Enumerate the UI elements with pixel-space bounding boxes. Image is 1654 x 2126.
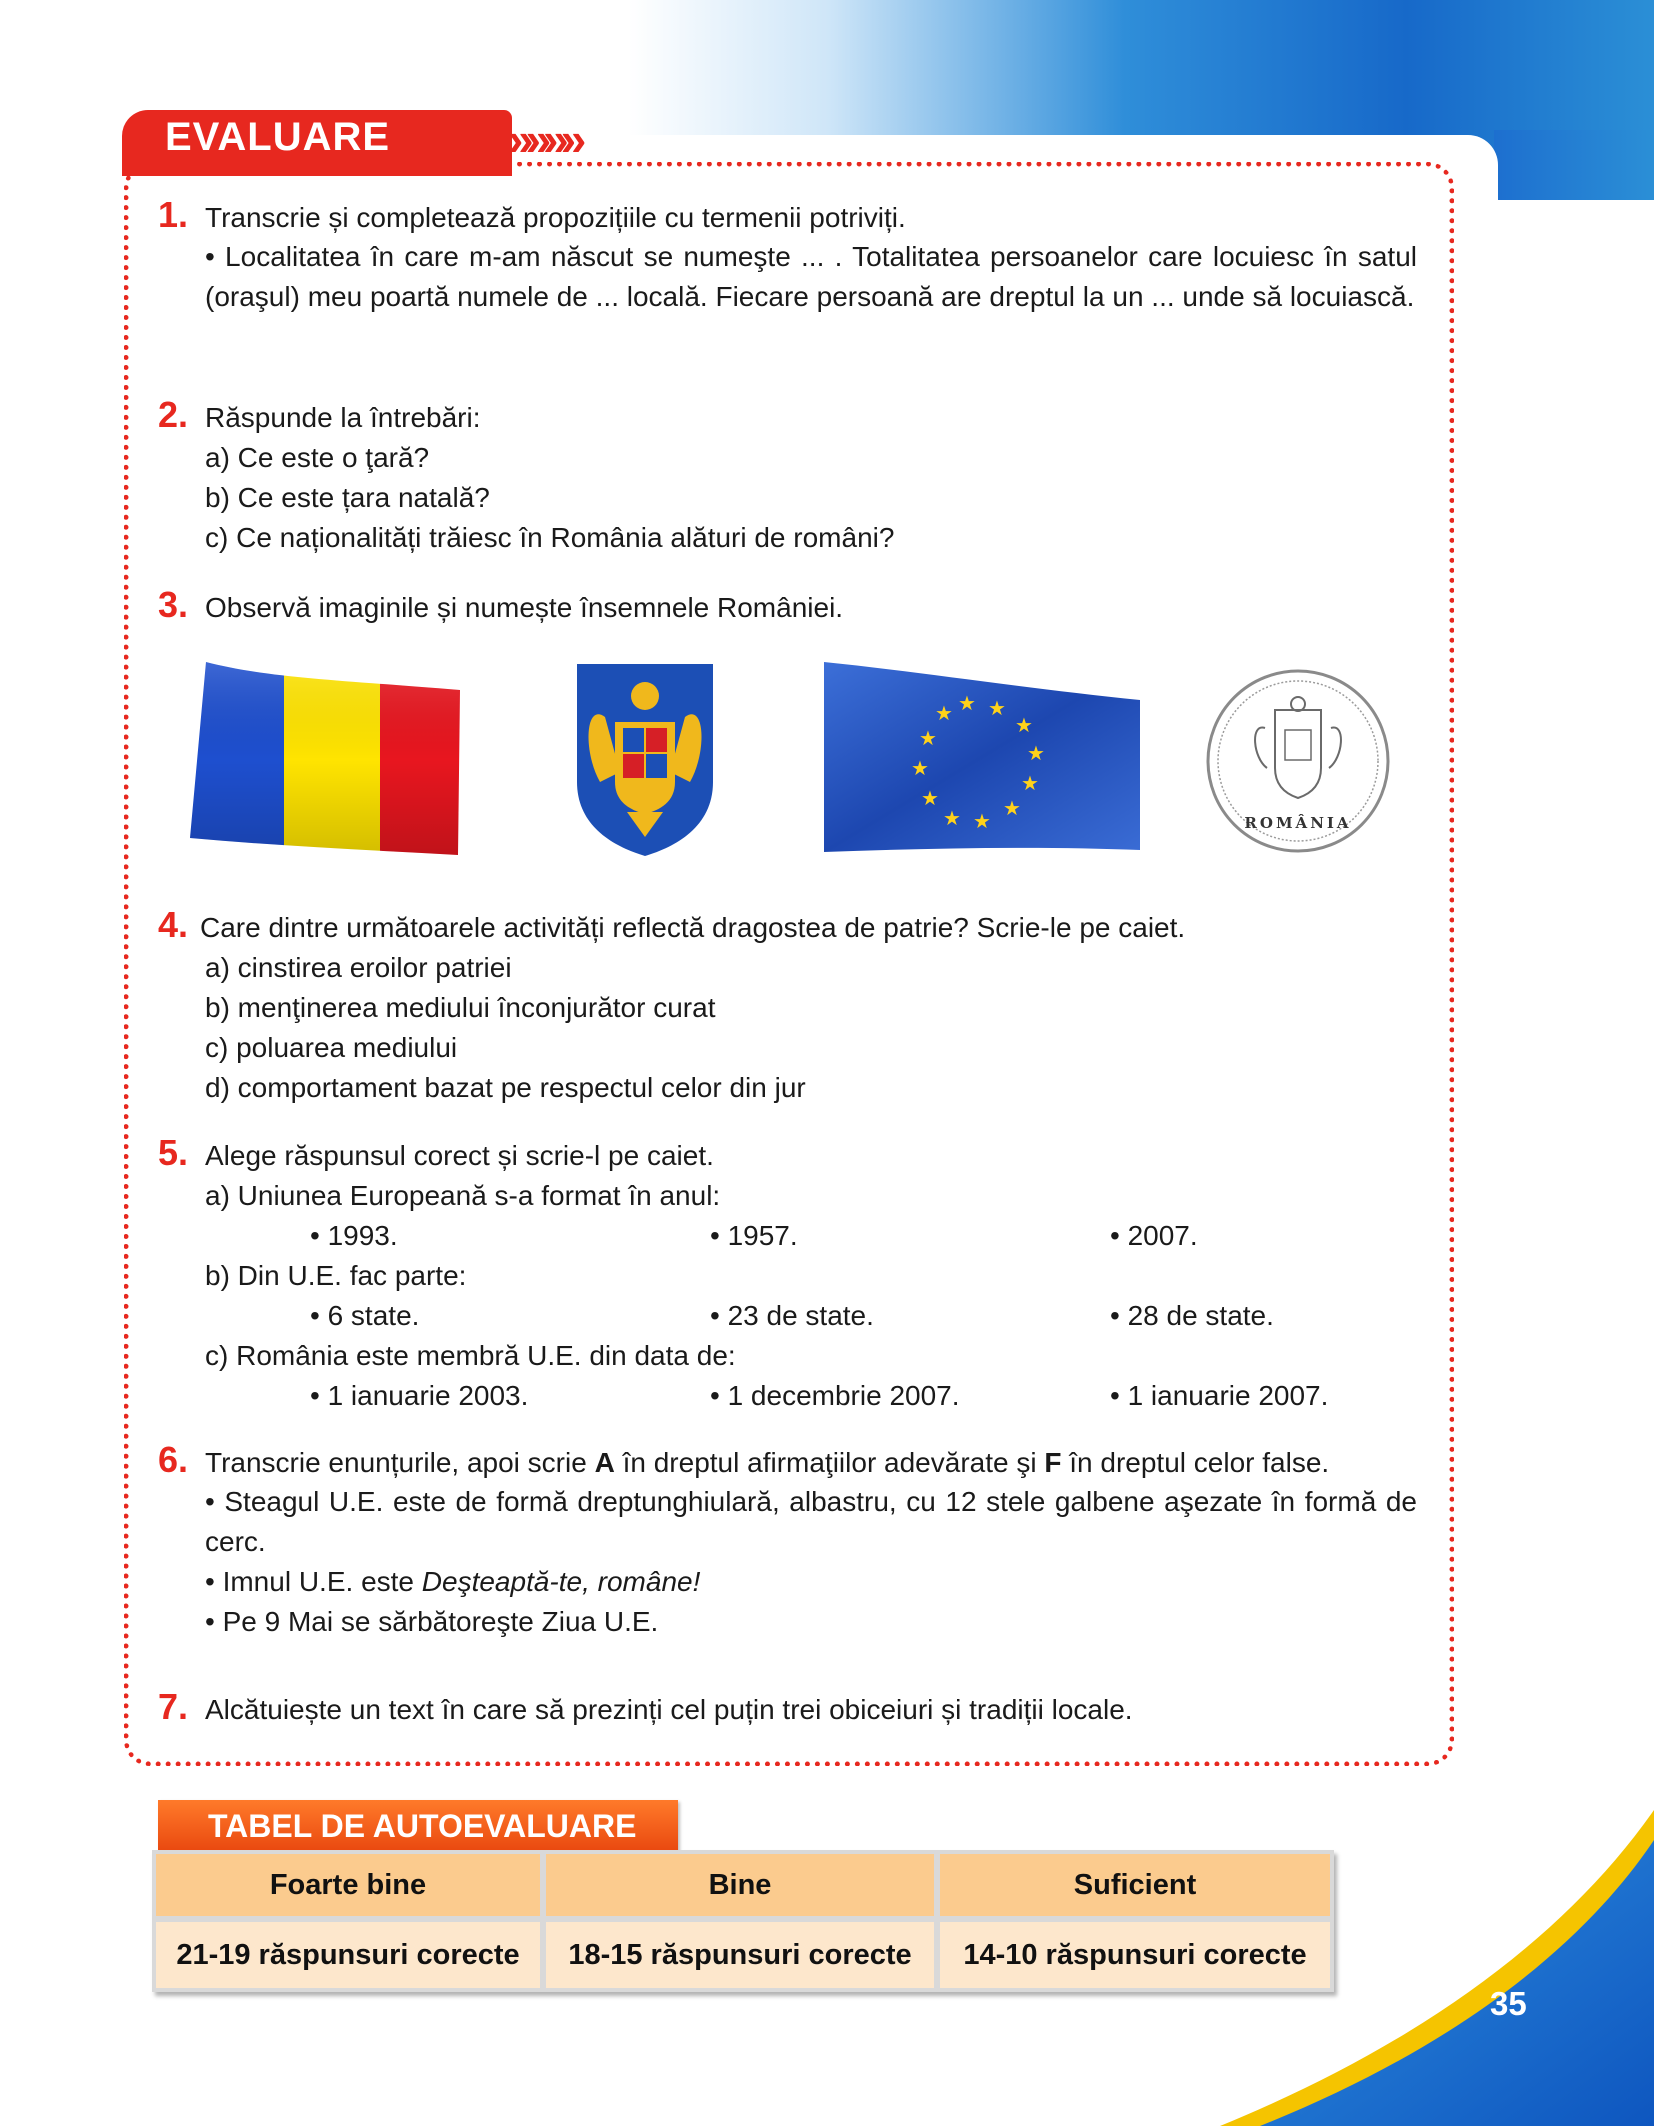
svg-text:★: ★	[958, 691, 976, 715]
question-number: 6.	[158, 1439, 189, 1480]
question-text: Care dintre următoarele activități reflectă dragostea de patrie? Scrie-le pe caiet.	[200, 912, 1186, 943]
answer-item: b) Ce este țara natală?	[205, 482, 490, 513]
question-text: Răspunde la întrebări:	[205, 402, 481, 433]
table-value-cell: 14-10 răspunsuri corecte	[940, 1922, 1330, 1988]
sub-question: c) România este membră U.E. din data de:	[205, 1340, 736, 1371]
answer-item: c) poluarea mediului	[205, 1032, 458, 1063]
answer-option: • 1957.	[710, 1220, 798, 1251]
svg-text:★: ★	[919, 726, 937, 750]
table-header-cell: Bine	[546, 1854, 934, 1916]
question-text: Transcrie enunțurile, apoi scrie A în dreptul afirmaţiilor adevărate şi F în dreptul celor false.	[205, 1447, 1330, 1478]
romania-seal-image	[1205, 668, 1391, 854]
answer-item: b) menţinerea mediului înconjurător curat	[205, 992, 716, 1023]
answer-option: • 6 state.	[310, 1300, 420, 1331]
answer-option: • 28 de state.	[1110, 1300, 1274, 1331]
sub-question: a) Uniunea Europeană s-a format în anul:	[205, 1180, 721, 1211]
question-text: Alege răspunsul corect și scrie-l pe caiet.	[205, 1140, 714, 1171]
answer-option: • 1 decembrie 2007.	[710, 1380, 960, 1411]
question-number: 2.	[158, 394, 189, 435]
svg-text:★: ★	[943, 806, 961, 830]
answer-item: a) Ce este o ţară?	[205, 442, 430, 473]
sub-question: b) Din U.E. fac parte:	[205, 1260, 467, 1291]
svg-text:★: ★	[911, 756, 929, 780]
question-number: 1.	[158, 194, 189, 235]
answer-option: • 23 de state.	[710, 1300, 874, 1331]
svg-text:★: ★	[1015, 713, 1033, 737]
page-background-corner	[1494, 130, 1654, 200]
question-text: Alcătuiește un text în care să prezinți cel puțin trei obiceiuri și tradiții locale.	[205, 1694, 1133, 1725]
eu-flag-image	[822, 660, 1142, 860]
romanian-flag-image	[188, 660, 463, 860]
table-title: TABEL DE AUTOEVALUARE	[208, 1808, 637, 1844]
table-header-cell: Foarte bine	[156, 1854, 540, 1916]
table-value-cell: 21-19 răspunsuri corecte	[156, 1922, 540, 1988]
answer-option: • 1993.	[310, 1220, 398, 1251]
page-number: 35	[1490, 1985, 1527, 2022]
answer-option: • 1 ianuarie 2003.	[310, 1380, 529, 1411]
statement-item: • Pe 9 Mai se sărbătoreşte Ziua U.E.	[205, 1606, 659, 1637]
question-paragraph: • Localitatea în care m-am născut se numeşte ... . Totalitatea persoanelor care locuiesc în satul (oraşul) meu poartă numele de ... locală. Fiecare persoană are dreptul la un ... unde să locuiască.	[205, 241, 1417, 312]
section-title: EVALUARE	[165, 115, 391, 159]
svg-text:★: ★	[973, 809, 991, 833]
table-title-tab	[158, 1800, 678, 1852]
answer-option: • 1 ianuarie 2007.	[1110, 1380, 1329, 1411]
question-number: 3.	[158, 584, 189, 625]
answer-option: • 2007.	[1110, 1220, 1198, 1251]
question-number: 7.	[158, 1686, 189, 1727]
question-text: Observă imaginile și numește însemnele României.	[205, 592, 844, 623]
statement-item: • Steagul U.E. este de formă dreptunghiulară, albastru, cu 12 stele galbene aşezate în formă de cerc.	[205, 1486, 1417, 1557]
svg-text:★: ★	[1021, 771, 1039, 795]
coat-of-arms-image	[575, 662, 715, 858]
svg-text:★: ★	[1027, 741, 1045, 765]
svg-text:★: ★	[988, 696, 1006, 720]
seal-caption: ROMÂNIA	[1244, 814, 1352, 832]
question-text: Transcrie și completează propozițiile cu termenii potriviți.	[205, 202, 906, 233]
svg-text:★: ★	[1003, 796, 1021, 820]
svg-text:★: ★	[921, 786, 939, 810]
chevron-decoration-icon: »»»»	[508, 113, 579, 165]
question-number: 4.	[158, 904, 189, 945]
answer-item: c) Ce naționalități trăiesc în România alături de români?	[205, 522, 895, 553]
answer-item: d) comportament bazat pe respectul celor din jur	[205, 1072, 806, 1103]
self-evaluation-table	[152, 1850, 1334, 1992]
statement-item: • Imnul U.E. este Deşteaptă-te, române!	[205, 1566, 701, 1597]
table-header-cell: Suficient	[940, 1854, 1330, 1916]
svg-text:★: ★	[935, 701, 953, 725]
answer-item: a) cinstirea eroilor patriei	[205, 952, 512, 983]
question-number: 5.	[158, 1132, 189, 1173]
table-value-cell: 18-15 răspunsuri corecte	[546, 1922, 934, 1988]
